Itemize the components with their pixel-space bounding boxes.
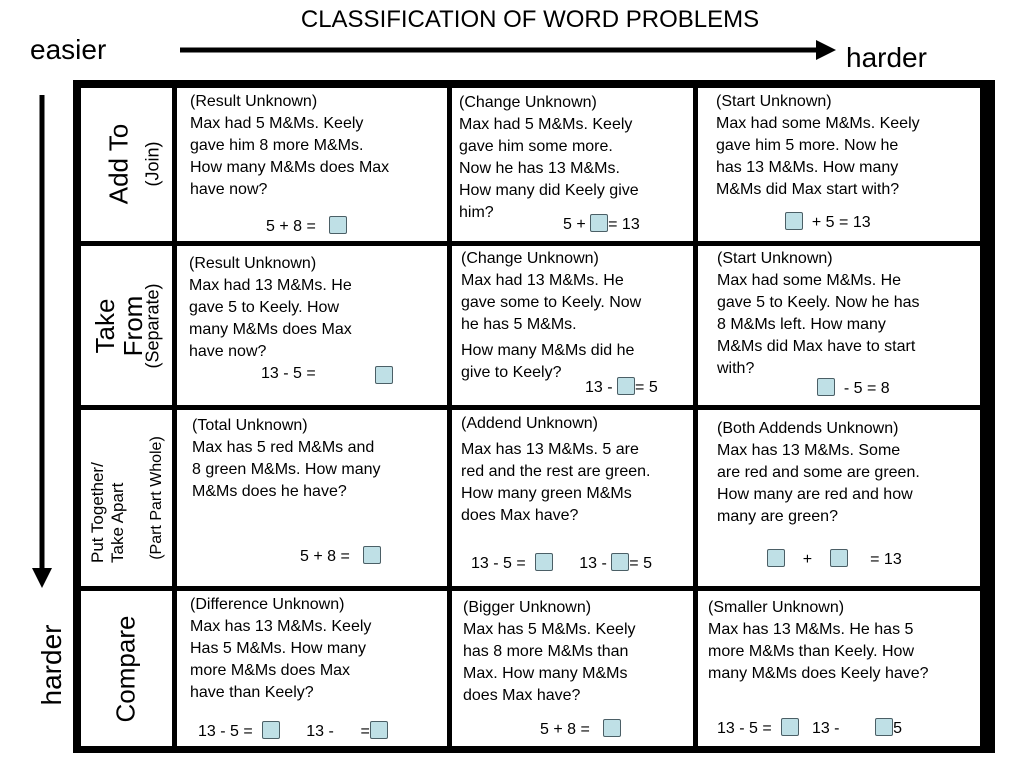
answer-box xyxy=(617,377,635,395)
classification-grid xyxy=(73,80,995,753)
equation: 13 - = 5 xyxy=(585,379,658,396)
cell-compare-difference-unknown: (Difference Unknown) Max has 13 M&Ms. Keely Has 5 M&Ms. How many more M&Ms does Max have than Keely? 13 - 5 = 13 - = xyxy=(177,591,447,746)
equation: 5 + 8 = xyxy=(540,719,621,739)
answer-box xyxy=(262,721,280,739)
cell-compare-smaller-unknown: (Smaller Unknown) Max has 13 M&Ms. He has 5 more M&Ms than Keely. How many M&Ms does Keely have? 13 - 5 = 13 - 5 xyxy=(698,591,980,746)
cell-take-start-unknown: (Start Unknown) Max had some M&Ms. He gave 5 to Keely. Now he has 8 M&Ms left. How many M&Ms did Max have to start with? - 5 = 8 xyxy=(698,246,980,405)
cell-add-result-unknown: (Result Unknown) Max had 5 M&Ms. Keely gave him 8 more M&Ms. How many M&Ms does Max have now? 5 + 8 = xyxy=(177,88,447,241)
right-arrow-icon xyxy=(180,40,836,60)
down-arrow-icon xyxy=(32,95,52,588)
answer-box xyxy=(785,212,803,230)
answer-box xyxy=(535,553,553,571)
row-label-compare: Compare xyxy=(81,591,172,746)
answer-box xyxy=(830,549,848,567)
answer-box xyxy=(875,718,893,736)
equation: - 5 = 8 xyxy=(817,378,890,398)
answer-box xyxy=(767,549,785,567)
equation: 13 - 5 = 13 - = 5 xyxy=(471,555,652,572)
equation: 5 + 8 = xyxy=(300,546,381,566)
cell-take-change-unknown: (Change Unknown) Max had 13 M&Ms. He gave some to Keely. Now he has 5 M&Ms. How many M&Ms did he give to Keely? 13 - = 5 xyxy=(452,246,693,405)
harder-right-label: harder xyxy=(846,42,927,73)
cell-put-both-addends-unknown: (Both Addends Unknown) Max has 13 M&Ms. Some are red and some are green. How many are red and how many are green? + = 13 xyxy=(698,410,980,586)
cell-add-start-unknown: (Start Unknown) Max had some M&Ms. Keely gave him 5 more. Now he has 13 M&Ms. How many M&Ms did Max start with? + 5 = 13 xyxy=(698,88,980,241)
equation: 5 + = 13 xyxy=(563,216,640,233)
equation: 13 - 5 = xyxy=(261,365,316,382)
cell-compare-bigger-unknown: (Bigger Unknown) Max has 5 M&Ms. Keely has 8 more M&Ms than Max. How many M&Ms does Max have? 5 + 8 = xyxy=(452,591,693,746)
cell-take-result-unknown: (Result Unknown) Max had 13 M&Ms. He gave 5 to Keely. How many M&Ms does Max have now? 13 - 5 = xyxy=(177,246,447,405)
easier-label: easier xyxy=(30,34,107,65)
answer-box xyxy=(590,214,608,232)
answer-box xyxy=(375,366,393,384)
answer-box xyxy=(363,546,381,564)
page-title: CLASSIFICATION OF WORD PROBLEMS xyxy=(300,6,760,33)
answer-box xyxy=(781,718,799,736)
equation: 13 - 5 = 13 - 5 xyxy=(717,720,902,737)
answer-box xyxy=(329,216,347,234)
answer-box xyxy=(611,553,629,571)
cell-add-change-unknown: (Change Unknown) Max had 5 M&Ms. Keely gave him some more. Now he has 13 M&Ms. How many did Keely give him? 5 + = 13 xyxy=(452,88,693,241)
cell-put-total-unknown: (Total Unknown) Max has 5 red M&Ms and 8 green M&Ms. How many M&Ms does he have? 5 + 8 = xyxy=(177,410,447,586)
equation: 13 - 5 = 13 - = xyxy=(198,721,388,741)
row-label-put-together: Put Together/ Take Apart (Part Part Whole) xyxy=(81,410,172,586)
row-label-add-to: Add To (Join) xyxy=(81,88,172,241)
row-label-take-from: Take From (Separate) xyxy=(81,246,172,405)
equation: + = 13 xyxy=(767,549,902,569)
answer-box xyxy=(817,378,835,396)
answer-box xyxy=(603,719,621,737)
equation: + 5 = 13 xyxy=(785,212,871,232)
answer-box xyxy=(370,721,388,739)
cell-put-addend-unknown: (Addend Unknown) Max has 13 M&Ms. 5 are red and the rest are green. How many green M&Ms does Max have? 13 - 5 = 13 - = 5 xyxy=(452,410,693,586)
harder-down-label: harder xyxy=(36,624,67,706)
equation: 5 + 8 = xyxy=(266,216,347,236)
